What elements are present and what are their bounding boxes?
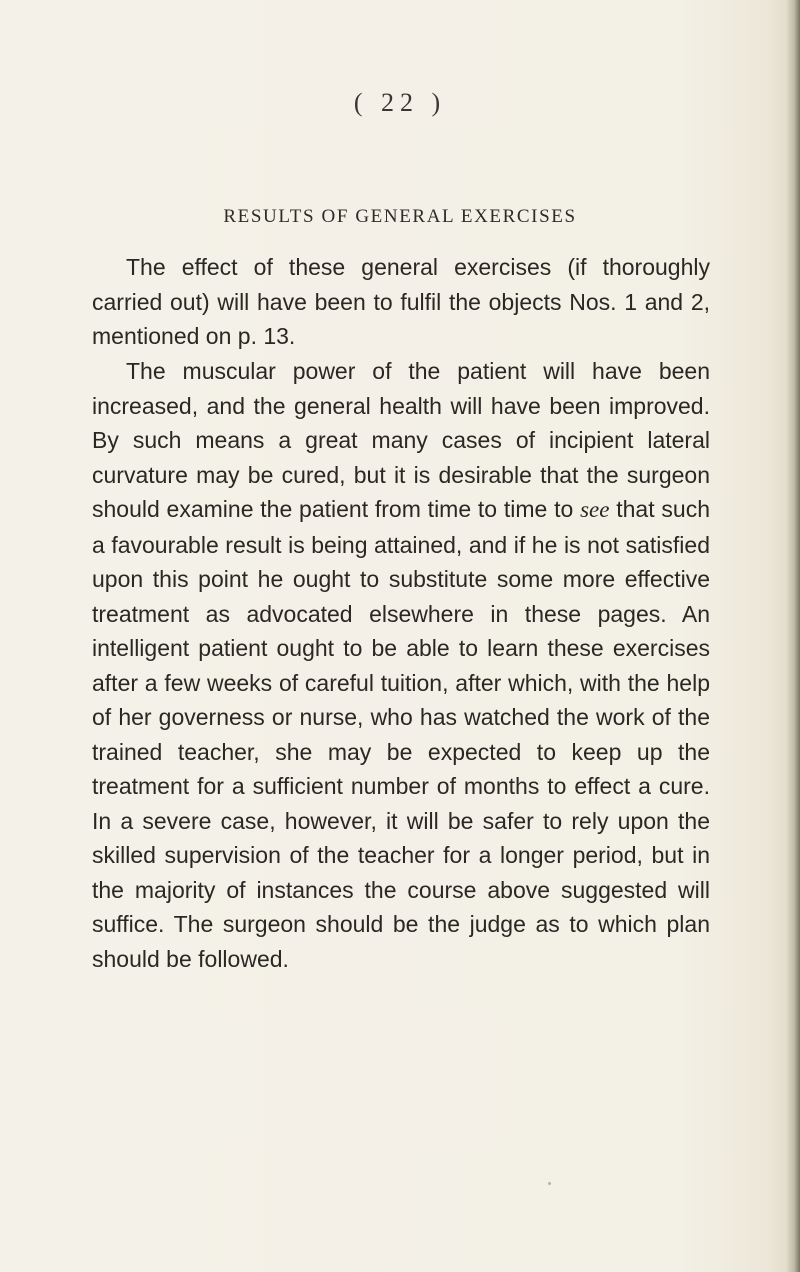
paragraph-2-text bbox=[92, 354, 710, 976]
paragraph-2-emphasis: see bbox=[580, 497, 610, 522]
paragraph-2-text-after: that such a favourable result is being attained, and if he is not satisfied upon this point he ought to substitute some more effective treatment as advocated elsewhere in these pages. An intelligent patient ought to be able to learn these exercises after a few weeks of careful tuition, after which, with the help of her governess or nurse, who has watched the work of the trained teacher, she may be expected to keep up the treatment for a sufficient number of months to effect a cure. In a severe case, however, it will be safer to rely upon the skilled supervision of the teacher for a longer period, but in the majority of instances the course above suggested will suffice. The surgeon should be the judge as to which plan should be followed. bbox=[92, 496, 710, 972]
section-heading: RESULTS OF GENERAL EXERCISES bbox=[223, 206, 577, 227]
page-number: ( 22 ) bbox=[353, 88, 447, 117]
paragraph-2-text-before: The muscular power of the patient will have been increased, and the general health will have been improved. By such means a great many cases of incipient lateral curvature may be cured, but it is desirable that the surgeon should examine the patient from time to time to bbox=[92, 358, 710, 522]
paragraph-2 bbox=[92, 354, 710, 976]
paper-speck bbox=[548, 1182, 551, 1185]
paragraph-1-text: The effect of these general exercises (if thoroughly carried out) will have been to fulfil the objects Nos. 1 and 2, mentioned on p. 13. bbox=[92, 254, 710, 349]
page-edge-shadow bbox=[786, 0, 800, 1272]
paragraph-1 bbox=[92, 250, 710, 354]
